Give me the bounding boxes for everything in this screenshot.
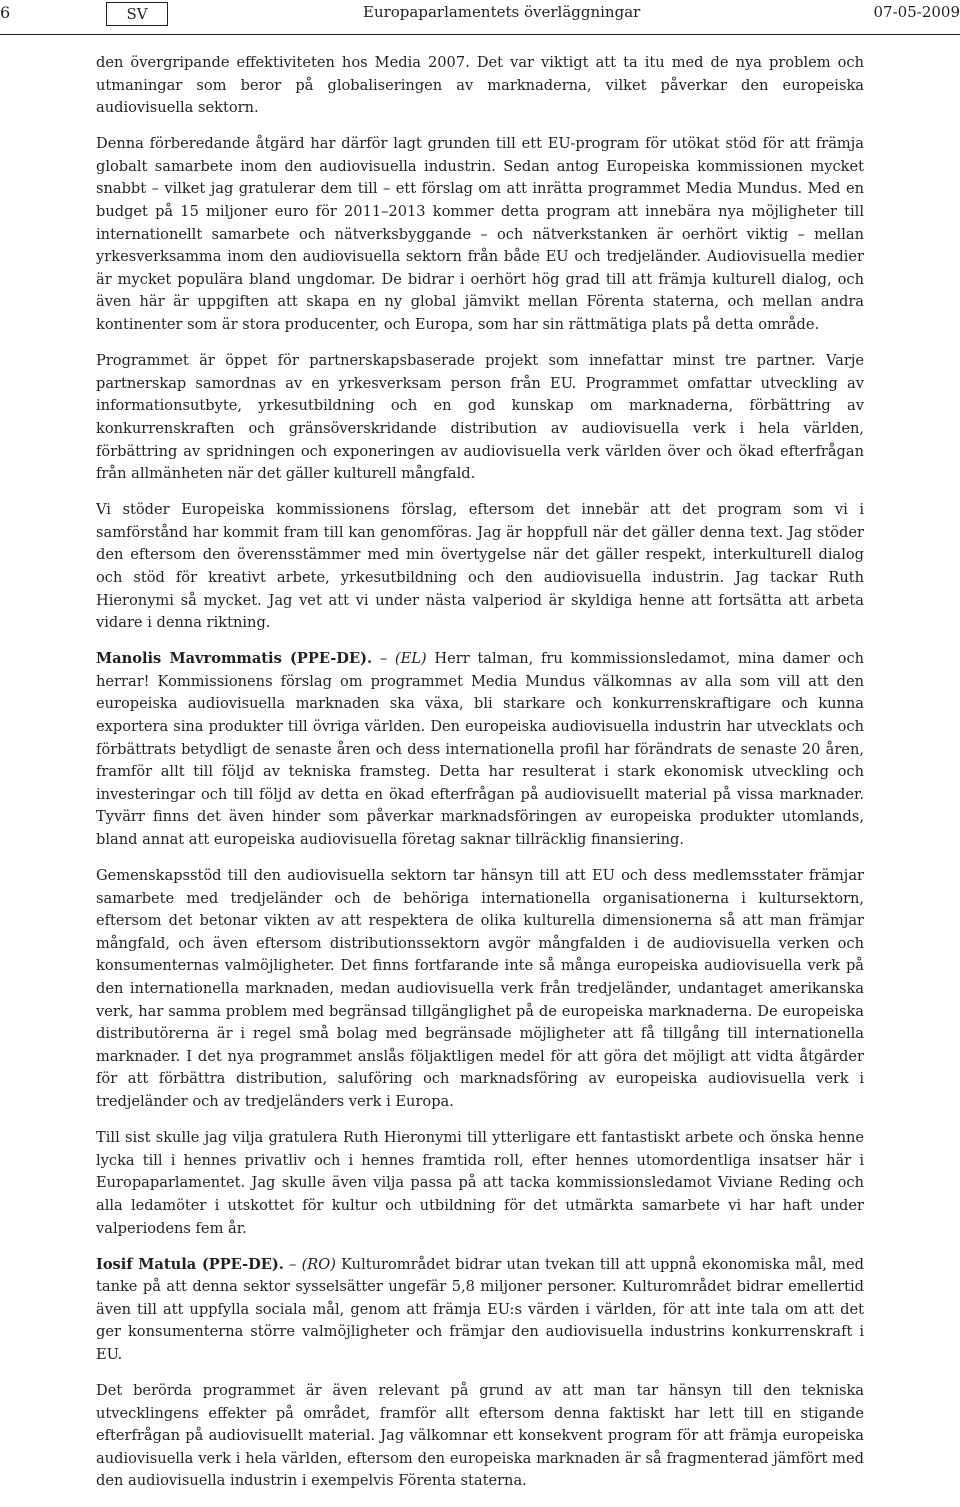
paragraph: Denna förberedande åtgärd har därför lagt grunden till ett EU-program för utökat stöd för att främja globalt samarbete inom den audiovisuella industrin. Sedan antog Europeiska kommissionen mycket snabbt – vilket jag gratulerar dem till – ett förslag om att inrätta programmet Media Mundus. Med en budget på 15 miljoner euro för 2011–2013 kommer detta program att innebära nya möjligheter till internationellt samarbete och nätverksbyggande – och nätverkstanken är oerhört viktig – mellan yrkesverksamma inom den audiovisuella sektorn från både EU och tredjeländer. Audiovisuella medier är mycket populära bland ungdomar. De bidrar i oerhört hög grad till att främja kulturell dialog, och även här är uppgiften att skapa en ny global jämvikt mellan Förenta staterna, och mellan andra kontinenter som är stora producenter, och Europa, som har sin rättmätiga plats på detta område.	[96, 135, 864, 334]
speech-text: Herr talman, fru kommissionsledamot, mina damer och herrar! Kommissionens förslag om programmet Media Mundus välkomnas av alla som vill att den europeiska audiovisuella marknaden ska växa, bli starkare och konkurrenskraftigare och kunna exportera sina produkter till övriga världen. Den europeiska audiovisuella industrin har utvecklats och förbättrats betydligt de senaste åren och dess internationella profil har förändrats de senaste 20 åren, framför allt till följd av tekniska framsteg. Detta har resulterat i stark ekonomisk utveckling och investeringar och till följd av detta en ökad efterfrågan på audiovisuellt material på vissa marknader. Tyvärr finns det även hinder som påverkar marknadsföringen av europeiska produkter utomlands, bland annat att europeiska audiovisuella företag saknar tillräcklig finansiering.	[96, 650, 865, 848]
dash: –	[372, 650, 395, 668]
paragraph: Gemenskapsstöd till den audiovisuella sektorn tar hänsyn till att EU och dess medlemsstater främjar samarbete med tredjeländer och de behöriga internationella organisationerna i kultursektorn, eftersom det betonar vikten av att respektera de olika kulturella dimensionerna så att man främjar mångfald, och även eftersom distributionssektorn avgör mångfalden i de audiovisuella verken och konsumenternas valmöjligheter. Det finns fortfarande inte så många europeiska audiovisuella verk på den internationella marknaden, medan audiovisuella verk från tredjeländer, undantaget amerikanska verk, har samma problem med begränsad tillgänglighet på de europeiska marknaderna. De europeiska distributörerna är i regel små bolag med begränsade möjligheter att få tillgång till internationella marknader. I det nya programmet anslås följaktligen medel för att göra det möjligt att vidta åtgärder för att förbättra distribution, saluföring och marknadsföring av europeiska audiovisuella verk i tredjeländer och av tredjeländers verk i Europa.	[96, 867, 864, 1111]
speech-matula	[96, 1254, 864, 1367]
paragraph: Programmet är öppet för partnerskapsbaserade projekt som innefattar minst tre partner. Varje partnerskap samordnas av en yrkesverksam person från EU. Programmet omfattar utveckling av informationsutbyte, yrkesutbildning och en god kunskap om marknaderna, förbättring av konkurrenskraften och gränsöverskridande distribution av audiovisuella verk i hela världen, förbättring av spridningen och exponeringen av audiovisuella verk världen över och ökad efterfrågan från allmänheten när det gäller kulturell mångfald.	[96, 352, 864, 483]
paragraph: den övergripande effektiviteten hos Media 2007. Det var viktigt att ta itu med de nya problem och utmaningar som beror på globaliseringen av marknaderna, vilket påverkar den europeiska audiovisuella sektorn.	[96, 54, 864, 117]
publication-title: Europaparlamentets överläggningar	[363, 3, 641, 21]
speech-text: Kulturområdet bidrar utan tvekan till att uppnå ekonomiska mål, med tanke på att denna sektor sysselsätter ungefär 5,8 miljoner personer. Kulturområdet bidrar emellertid även till att uppfylla sociala mål, genom att främja EU:s värden i världen, för att inte tala om att det ger konsumenterna större valmöjligheter och främjar den audiovisuella industrins konkurrenskraft i EU.	[96, 1255, 864, 1363]
speech-mavrommatis	[96, 648, 864, 851]
page-number: 6	[0, 3, 11, 22]
speaker-name: Manolis Mavrommatis (PPE-DE).	[96, 650, 373, 668]
speaker-name: Iosif Matula (PPE-DE).	[96, 1255, 284, 1273]
publication-date: 07-05-2009	[873, 3, 960, 21]
paragraph: Det berörda programmet är även relevant på grund av att man tar hänsyn till den tekniska utvecklingens effekter på området, framför allt eftersom denna faktiskt har lett till en stigande efterfrågan på audiovisuellt material. Jag välkomnar ett konsekvent program för att främja europeiska audiovisuella verk i hela världen, eftersom den europeiska marknaden är så fragmenterad jämfört med den audiovisuella industrin i exempelvis Förenta staterna.	[96, 1382, 864, 1490]
language-code: (RO)	[301, 1255, 336, 1273]
language-code: (EL)	[394, 650, 427, 668]
language-box: SV	[106, 2, 168, 26]
paragraph: Vi stöder Europeiska kommissionens förslag, eftersom det innebär att det program som vi i samförstånd har kommit fram till kan genomföras. Jag är hoppfull när det gäller denna text. Jag stöder den eftersom den överensstämmer med min övertygelse när det gäller respekt, interkulturell dialog och stöd för kreativt arbete, yrkesutbildning och den audiovisuella industrin. Jag tackar Ruth Hieronymi så mycket. Jag vet att vi under nästa valperiod är skyldiga henne att fortsätta att arbeta vidare i denna riktning.	[96, 501, 864, 632]
dash: –	[283, 1255, 302, 1273]
page-header	[0, 0, 960, 35]
document-body	[96, 52, 864, 1507]
paragraph: Till sist skulle jag vilja gratulera Ruth Hieronymi till ytterligare ett fantastiskt arbete och önska henne lycka till i hennes privatliv och i hennes framtida roll, efter hennes utomordentliga insatser här i Europaparlamentet. Jag skulle även vilja passa på att tacka kommissionsledamot Viviane Reding och alla ledamöter i utskottet för kultur och utbildning för det utmärkta samarbete vi har haft under valperiodens fem år.	[96, 1129, 864, 1237]
